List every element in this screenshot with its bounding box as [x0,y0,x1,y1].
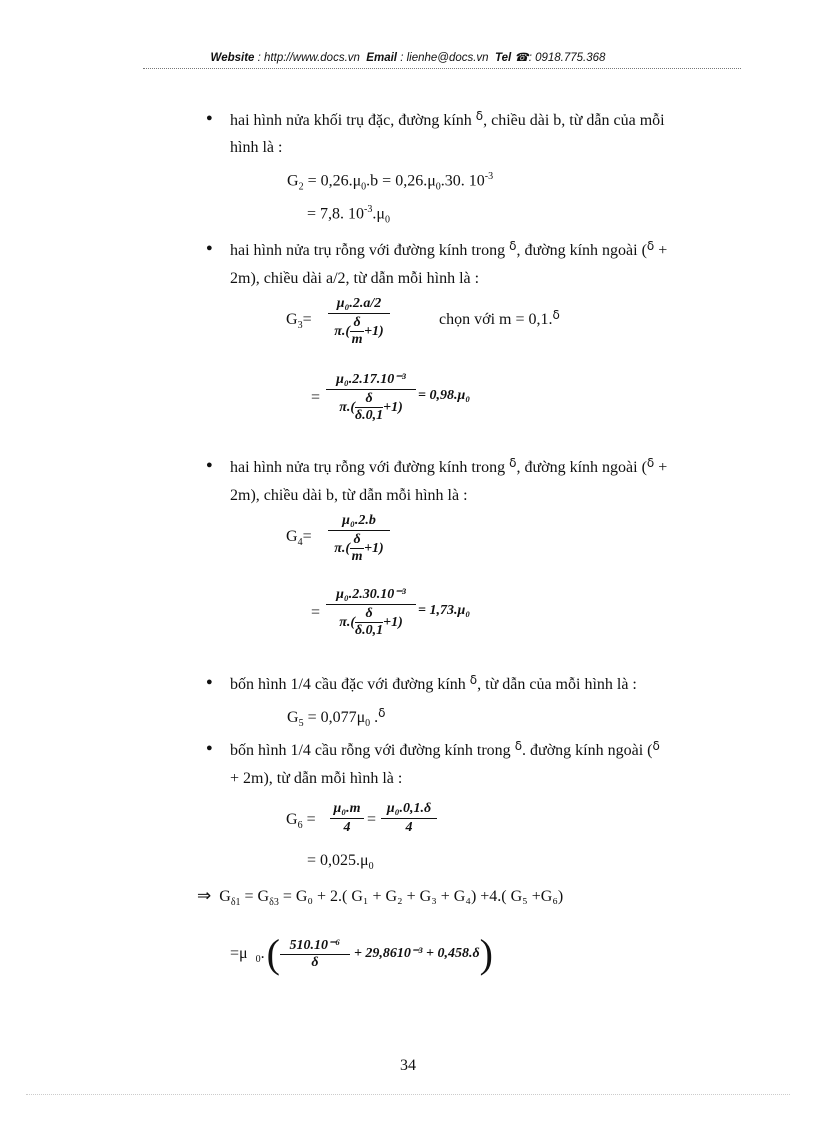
b5-eq2: = $0,025.\mu_0$ [307,852,374,873]
email-label: Email [366,52,397,64]
b1-eq2: = 7,8. $10^{-3}.\mu_0$ [307,204,390,226]
tel-label: Tel [494,52,512,64]
b3-eq-sign: = [311,604,321,621]
b1-eq1: $G_2 = 0,26.\mu_0.b = 0,26.\mu_0.30$. $10^{-3}$ [287,171,494,193]
bullet-dot: ● [206,676,213,688]
b2-choose: chọn với m = 0,1.$^\delta$ [439,308,560,328]
b3-g4-lhs: $G_4=$ [286,528,312,549]
b3-result: = 1,73.μ₀ [418,603,471,618]
header-rule [143,68,741,69]
email-value: : lienhe@docs.vn [400,52,489,64]
b4-eq: $G_5 = 0,077\mu_0$ .$^\delta$ [287,706,386,730]
b3-line2: 2m), chiều dài b, từ dẫn mỗi hình là : [230,487,468,504]
b2-g3-fraction: μ₀.2.a/2 π.( $\frac{\delta}{m}$ +1) [328,296,390,348]
b2-eq-sign: = [311,389,321,406]
final-line1: ⇒ $G_{\delta 1} = G_{\delta 3} = G_0 + 2$.( G₁ + G₂ + G₃ + G₄) +4.( G₅ +G₆) [197,886,564,909]
bullet-dot: ● [206,242,213,254]
b5-line1: bốn hình 1/4 cầu rỗng với đường kính trong $^\delta$. đường kính ngoài ($^\delta$ [230,739,660,759]
b5-line2: + 2m), từ dẫn mỗi hình là : [230,770,403,787]
b2-result: = 0,98.μ₀ [418,388,471,403]
b4-line1: bốn hình 1/4 cầu đặc với đường kính $^\delta$, từ dẫn của mỗi hình là : [230,673,637,693]
b5-g6-lhs: $G_6$ = [286,811,316,832]
b2-line1: hai hình nửa trụ rỗng với đường kính trong $^\delta$, đường kính ngoài ($^\delta$ + [230,239,668,259]
final-fraction: $\frac{\text{510.10⁻⁶}}{\delta}$ [280,939,350,970]
b5-eq-sign: = [367,811,377,828]
b3-g4-fraction: μ₀.2.b π.( $\frac{\delta}{m}$ +1) [328,513,390,565]
b1-line2: hình là : [230,139,283,156]
footer-rule [26,1094,790,1095]
bullet-dot: ● [206,742,213,754]
tel-value: : 0918.775.368 [528,52,606,64]
page-header [0,50,816,64]
b1-line1: hai hình nửa khối trụ đặc, đường kính $^\delta$, chiều dài b, từ dẫn của mỗi [230,109,665,129]
website-value: : http://www.docs.vn [257,52,360,64]
b5-frac2: μ₀.0,1.δ 4 [381,801,437,836]
website-label: Website [210,52,255,64]
b5-frac1: μ₀.m 4 [330,801,364,836]
final-line2: = μ $_0$ . ( $\frac{\text{510.10⁻⁶}}{\delta}$ + 29,8610⁻³ + 0,458.δ ) [230,931,493,976]
implies-icon: ⇒ [197,886,212,906]
b2-line2: 2m), chiều dài a/2, từ dẫn mỗi hình là : [230,270,480,287]
b2-g3-lhs: $G_3=$ [286,311,312,332]
b3-g4-fraction2: μ₀.2.30.10⁻³ π.( $\frac{\delta}{\delta.0,1}$ +1) [326,586,416,639]
bullet-dot: ● [206,459,213,471]
page-number: 34 [400,1057,416,1074]
b2-g3-fraction2: μ₀.2.17.10⁻³ π.( $\frac{\delta}{\delta.0,1}$ +1) [326,371,416,424]
bullet-dot: ● [206,112,213,124]
phone-icon: ☎ [514,52,529,64]
b3-line1: hai hình nửa trụ rỗng với đường kính trong $^\delta$, đường kính ngoài ($^\delta$ + [230,456,668,476]
